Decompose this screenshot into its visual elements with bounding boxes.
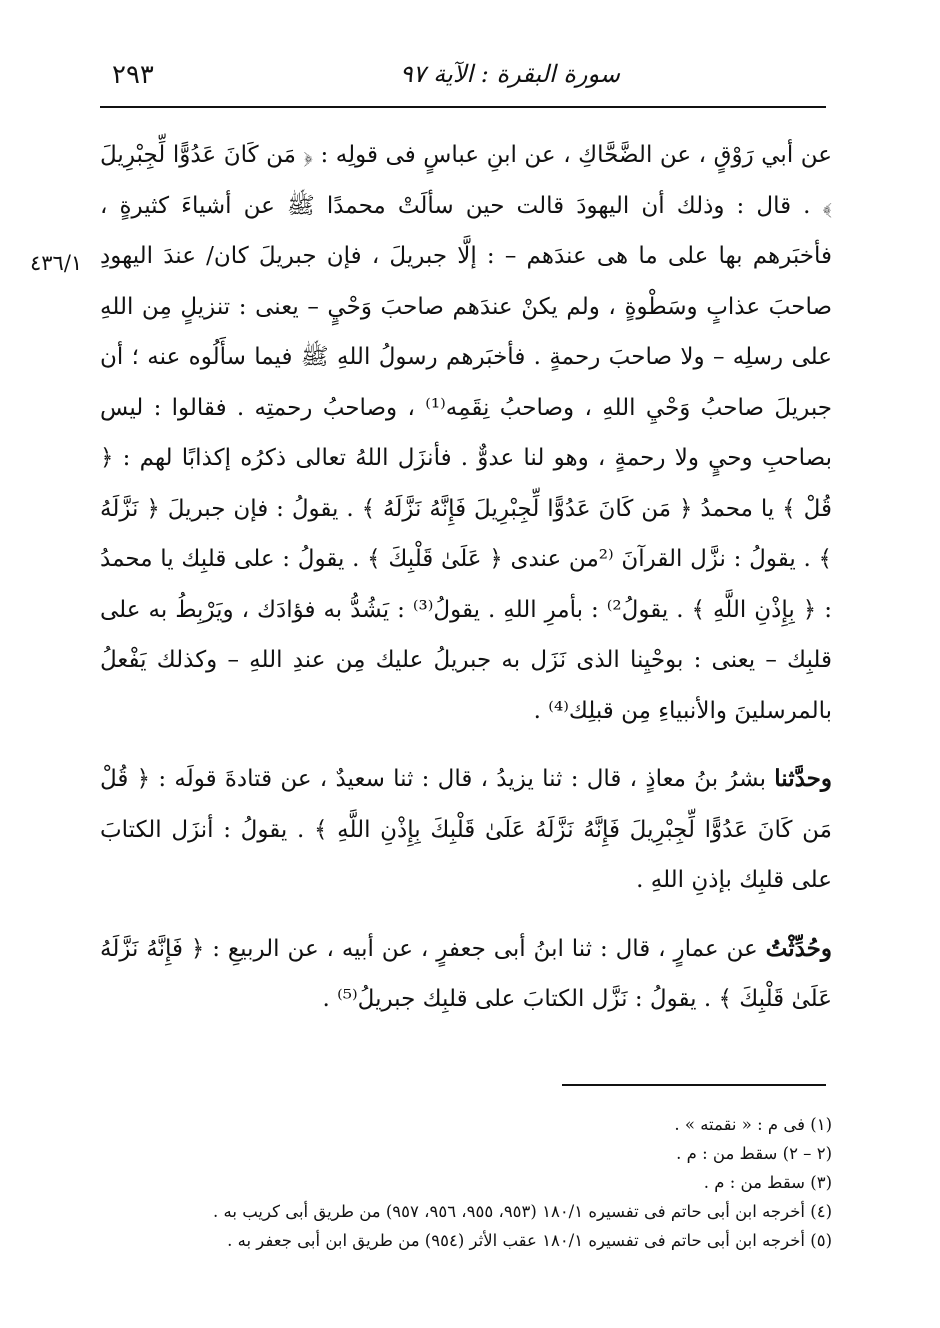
footnote-5: (٥) أخرجه ابن أبى حاتم فى تفسيره ١٨٠/١ عقب الأثر (٩٥٤) من طريق ابن أبى جعفر به .: [227, 1231, 832, 1250]
footnotes: [100, 1110, 832, 1255]
paragraph-text: بشرُ بنُ معاذٍ ، قال : ثنا يزيدُ ، قال : ثنا سعيدٌ ، عن قتادةَ قولَه : ﴿ قُلْ مَن كَانَ عَدُوًّا لِّجِبْرِيلَ فَإِنَّهُ نَزَّلَهُ عَلَىٰ قَلْبِكَ بِإِذْنِ اللَّهِ ﴾ . يقولُ : أنزَل الكتابَ على قلبِك بإذنِ اللهِ .: [100, 766, 832, 893]
paragraph-lead: وحدَّثنا: [774, 765, 832, 792]
main-text: [100, 130, 832, 1025]
footnote-4: (٤) أخرجه ابن أبى حاتم فى تفسيره ١٨٠/١ (٩٥٣، ٩٥٥، ٩٥٦، ٩٥٧) من طريق أبى كريب به .: [213, 1202, 832, 1221]
footnote-3: (٣) سقط من : م .: [703, 1173, 832, 1192]
margin-volume-page-reference: ٤٣٦/١: [30, 251, 83, 275]
paragraph-lead: وحُدِّثْتُ: [765, 934, 832, 962]
footnote-1: (١) فى م : « نقمته » .: [674, 1115, 832, 1134]
paragraph-1: [100, 130, 832, 736]
paragraph-2: [100, 754, 832, 906]
page-number: ٢٩٣: [112, 60, 154, 90]
paragraph-3: [100, 924, 832, 1025]
page-header: [100, 52, 830, 102]
header-rule: [100, 106, 826, 108]
footnote-separator: [562, 1084, 826, 1086]
paragraph-text: عن أبي رَوْقٍ ، عن الضَّحَّاكِ ، عن ابنِ عباسٍ فى قولِه : ﴿ مَن كَانَ عَدُوًّا لِّجِبْرِيلَ ﴾ . قال : وذلك أن اليهودَ قالت حين سألَتْ محمدًا ﷺ عن أشياءَ كثيرةٍ ، فأخبَرهم بها على ما هى عندَهم – : إلَّا جبريلَ ، فإن جبريلَ كان/ عندَ اليهودِ صاحبَ عذابٍ وسَطْوةٍ ، ولم يكنْ عندَهم صاحبَ وَحْيٍ – يعنى : تنزيلٍ مِن اللهِ على رسلِه – ولا صاحبَ رحمةٍ . فأخبَرهم رسولُ اللهِ ﷺ فيما سأَلُوه عنه ؛ أن جبريلَ صاحبُ وَحْيِ اللهِ ، وصاحبُ نِقَمِه⁽¹⁾ ، وصاحبُ رحمتِه . فقالوا : ليس بصاحبِ وحيٍ ولا رحمةٍ ، وهو لنا عدوٌّ . فأنزَل اللهُ تعالى ذكرُه إكذابًا لهم : ﴿ قُلْ ﴾ يا محمدُ ﴿ مَن كَانَ عَدُوًّا لِّجِبْرِيلَ فَإِنَّهُ نَزَّلَهُ ﴾ . يقولُ : فإن جبريلَ ﴿ نَزَّلَهُ ﴾ . يقولُ : نزَّل القرآنَ ⁽²من عندى ﴿ عَلَىٰ قَلْبِكَ ﴾ . يقولُ : على قلبِك يا محمدُ : ﴿ بِإِذْنِ اللَّهِ ﴾ . يقولُ²⁾ : بأمرِ اللهِ . يقولُ⁽³⁾ : يَشُدُّ به فؤادَك ، ويَرْبِطُ به على قلبِك – يعنى : بوحْيِنا الذى نَزَل به جبريلُ عليك مِن عندِ اللهِ – وكذلك يَفْعلُ بالمرسلينَ والأنبياءِ مِن قبلِك⁽⁴⁾ .: [100, 142, 832, 724]
running-title: سورة البقرة : الآية ٩٧: [399, 60, 620, 88]
paragraph-text: عن عمارٍ ، قال : ثنا ابنُ أبى جعفرٍ ، عن أبيه ، عن الربيعِ : ﴿ فَإِنَّهُ نَزَّلَهُ عَلَىٰ قَلْبِكَ ﴾ . يقولُ : نَزَّل الكتابَ على قلبِك جبريلُ⁽⁵⁾ .: [100, 935, 832, 1012]
footnote-2: (٢ – ٢) سقط من : م .: [676, 1144, 832, 1163]
